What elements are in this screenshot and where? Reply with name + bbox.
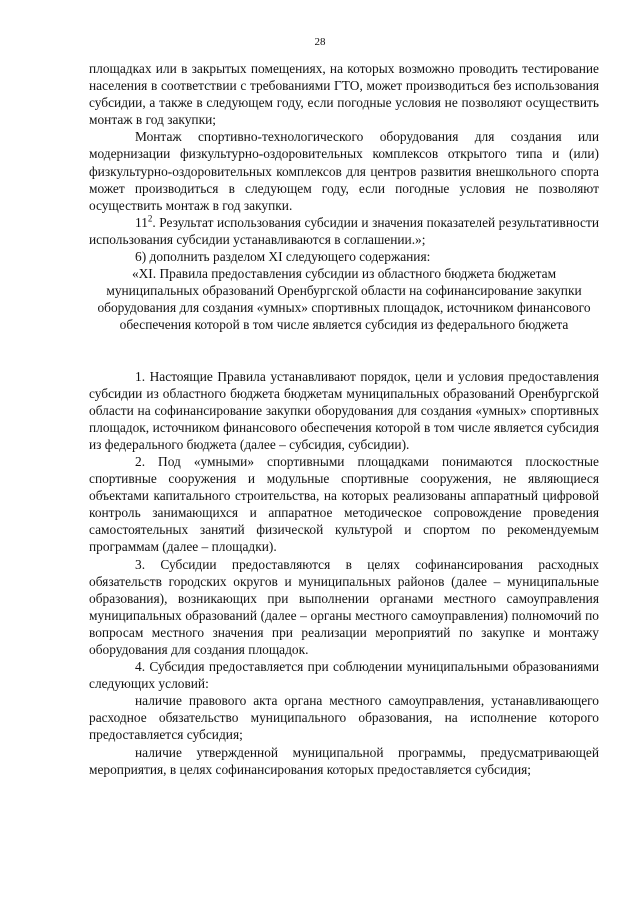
paragraph-superscript: 2 (147, 213, 153, 224)
paragraph-11-2 (89, 214, 599, 248)
rule-item-1: 1. Настоящие Правила устанавливают порядок, цели и условия предоставления субсидии из областного бюджета бюджетам муниципальных образований Оренбургской области на софинансирование закупки оборудования для создания «умных» спортивных площадок, источником финансового обеспечения которой в том числе является субсидия из федерального бюджета (далее – субсидия, субсидии). (89, 368, 599, 452)
paragraph-continuation: площадках или в закрытых помещениях, на которых возможно проводить тестирование населения в соответствии с требованиями ГТО, может производиться без использования субсидии, а также в следующем году, если погодные условия не позволяют осуществить монтаж в год закупки; (89, 61, 599, 128)
paragraph-number: 11 (135, 214, 148, 230)
rule-item-2: 2. Под «умными» спортивными площадками понимаются плоскостные спортивные сооружения и модульные спортивные сооружения, не являющиеся объектами капитального строительства, на которых реализованы аппаратный цифровой контроль занимающихся и аппаратное методическое сопровождение проведения самостоятельных занятий физической культурой и спортом по рекомендуемым программам (далее – площадки). (89, 453, 599, 555)
condition-1: наличие правового акта органа местного самоуправления, устанавливающего расходное обязательство муниципального образования, на исполнение которого предоставляется субсидия; (89, 693, 599, 743)
section-heading: «XI. Правила предоставления субсидии из областного бюджета бюджетам муниципальных образований Оренбургской области на софинансирование закупки оборудования для создания «умных» спортивных площадок, источником финансового обеспечения которой в том числе является субсидия из федерального бюджета (97, 266, 591, 333)
page-number: 28 (314, 36, 326, 48)
condition-2: наличие утвержденной муниципальной программы, предусматривающей мероприятия, в целях софинансирования которых предоставляется субсидия; (89, 744, 599, 777)
spacer (89, 334, 599, 351)
paragraph-text: . Результат использования субсидии и значения показателей результативности использования субсидии устанавливаются в соглашении.»; (89, 214, 599, 247)
paragraph-installation: Монтаж спортивно-технологического оборудования для создания или модернизации физкультурно-оздоровительных комплексов открытого типа и (или) физкультурно-оздоровительных комплексов для центров развития внешкольного спорта может производиться в следующем году, если погодные условия не позволяют осуществить монтаж в год закупки. (89, 129, 599, 213)
rule-item-4: 4. Субсидия предоставляется при соблюдении муниципальными образованиями следующих условий: (89, 659, 599, 692)
paragraph-amendment-6: 6) дополнить разделом XI следующего содержания: (135, 249, 431, 265)
rule-item-3: 3. Субсидии предоставляются в целях софинансирования расходных обязательств городских округов и муниципальных районов (далее – муниципальные образования), возникающих при выполнении органами местного самоуправления муниципальных образований (далее – органы местного самоуправления) полномочий по вопросам местного значения при реализации мероприятий по закупке и монтажу оборудования для создания площадок. (89, 556, 599, 657)
document-body (89, 60, 599, 778)
spacer (89, 351, 599, 368)
